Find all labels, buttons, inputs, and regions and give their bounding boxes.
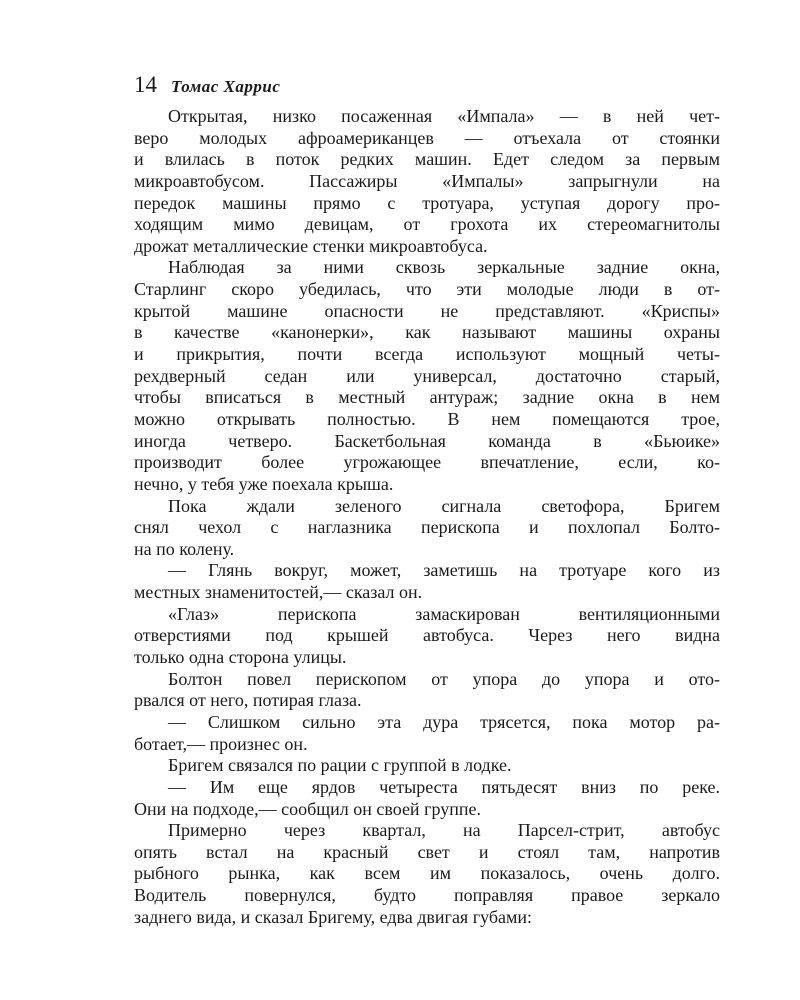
text-line: Наблюдая за ними сквозь зеркальные задние окна,	[168, 257, 720, 278]
text-line: только одна сторона улицы.	[134, 647, 347, 668]
text-line: на по колену.	[134, 538, 235, 559]
text-line: ходящим мимо девицам, от грохота их стереомагнитолы	[134, 214, 720, 235]
text-line: снял чехол с наглазника перископа и похлопал Болто-	[134, 517, 720, 538]
text-line: в качестве «канонерки», как называют машины охраны	[134, 322, 720, 343]
text-line: Старлинг скоро убедилась, что эти молодые люди в от-	[134, 279, 720, 300]
text-line: отверстиями под крышей автобуса. Через него видна	[134, 625, 720, 646]
text-line: Бригем связался по рации с группой в лодке.	[168, 755, 512, 776]
page-number: 14	[134, 72, 157, 97]
text-line: рехдверный седан или универсал, достаточно старый,	[134, 365, 720, 386]
text-line: иногда четверо. Баскетбольная команда в «Бьюике»	[134, 430, 720, 451]
text-line: рыбного рынка, как всем им показалось, очень долго.	[134, 863, 720, 884]
text-line: и прикрытия, почти всегда используют мощный четы-	[134, 344, 720, 365]
text-line: рвался от него, потирая глаза.	[134, 690, 362, 711]
text-line: Примерно через квартал, на Парсел-стрит, автобус	[168, 820, 720, 841]
running-head	[134, 72, 280, 102]
text-line: нечно, у тебя уже поехала крыша.	[134, 473, 394, 494]
text-body	[134, 106, 720, 928]
text-line: веро молодых афроамериканцев — отъехала от стоянки	[134, 127, 720, 148]
text-line: опять встал на красный свет и стоял там, напротив	[134, 841, 720, 862]
text-line: местных знаменитостей,— сказал он.	[134, 582, 423, 603]
text-line: заднего вида, и сказал Бригему, едва двигая губами:	[134, 906, 533, 927]
text-line: Они на подходе,— сообщил он своей группе.	[134, 798, 481, 819]
text-line: — Глянь вокруг, может, заметишь на тротуаре кого из	[168, 560, 720, 581]
author-name: Томас Харрис	[171, 77, 281, 96]
text-line: Водитель повернулся, будто поправляя правое зеркало	[134, 885, 720, 906]
text-line: чтобы вписаться в местный антураж; задние окна в нем	[134, 387, 720, 408]
text-line: — Им еще ярдов четыреста пятьдесят вниз по реке.	[168, 776, 720, 797]
text-line: передок машины прямо с тротуара, уступая дорогу про-	[134, 192, 720, 213]
text-line: крытой машине опасности не представляют. «Криспы»	[134, 300, 720, 321]
text-line: — Слишком сильно эта дура трясется, пока мотор ра-	[168, 711, 720, 732]
text-line: Открытая, низко посаженная «Импала» — в ней чет-	[168, 106, 720, 126]
text-line: и влилась в поток редких машин. Едет следом за первым	[134, 149, 720, 170]
text-line: можно открывать полностью. В нем помещаются трое,	[134, 408, 720, 429]
text-line: производит более угрожающее впечатление, если, ко-	[134, 452, 720, 473]
text-line: дрожат металлические стенки микроавтобуса.	[134, 235, 488, 256]
text-line: Болтон повел перископом от упора до упора и ото-	[168, 668, 720, 689]
text-line: ботает,— произнес он.	[134, 733, 308, 754]
text-line: Пока ждали зеленого сигнала светофора, Бригем	[168, 495, 720, 516]
text-line: «Глаз» перископа замаскирован вентиляционными	[168, 603, 720, 624]
text-line: микроавтобусом. Пассажиры «Импалы» запрыгнули на	[134, 170, 720, 191]
